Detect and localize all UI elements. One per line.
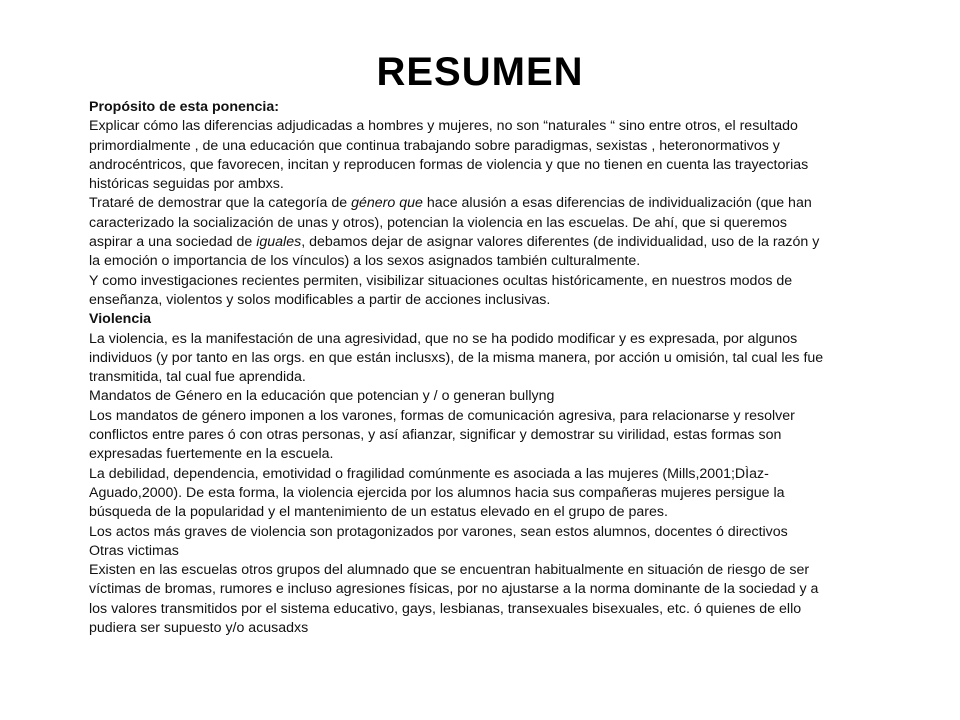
paragraph-violence-definition: La violencia, es la manifestación de una agresividad, que no se ha podido modificar y es expresada, por algunos individuos (y por tanto en las orgs. en que están inclusxs), de la misma manera, por acción u omisión, tal cual les fue transmitida, tal cual fue aprendida. [89,330,824,386]
paragraph-gender-mandates-title: Mandatos de Género en la educación que potencian y / o generan bullyng [89,388,555,405]
paragraph-gender-mandates: Los mandatos de género imponen a los varones, formas de comunicación agresiva, para relacionarse y resolver conflictos entre pares ó con otras personas, y así afianzar, significar y demostrar su virilidad, estas formas son expresadas fuertemente en la escuela. [89,407,795,463]
paragraph-gender-category-part-c: , debamos dejar de asignar valores diferentes (de individualidad, uso de la razón y la emoción o importancia de los vínculos) a los sexos asignados también culturalmente. [89,234,820,270]
paragraph-serious-acts: Los actos más graves de violencia son protagonizados por varones, sean estos alumnos, docentes ó directivos [89,523,788,540]
paragraph-research: Y como investigaciones recientes permiten, visibilizar situaciones ocultas históricamente, en nuestros modos de enseñanza, violentos y solos modificables a partir de acciones inclusivas. [89,272,793,308]
paragraph-other-victims: Existen en las escuelas otros grupos del alumnado que se encuentran habitualmente en situación de riesgo de ser víctimas de bromas, rumores e incluso agresiones físicas, por no ajustarse a la norma dominante de la sociedad y a los valores transmitidos por el sistema educativo, gays, lesbianas, transexuales bisexuales, etc. ó quienes de ello pudiera ser supuesto y/o acusadxs [89,562,819,637]
violence-heading: Violencia [89,311,152,328]
paragraph-weakness: La debilidad, dependencia, emotividad o fragilidad comúnmente es asociada a las mujeres (Mills,2001;DÌaz-Aguado,2000). De esta forma, la violencia ejercida por los alumnos hacia sus compañeras mujeres persigue la búsqueda de la popularidad y el mantenimiento de un estatus elevado en el grupo de pares. [89,465,785,521]
paragraph-other-victims-title: Otras victimas [89,542,179,559]
paragraph-gender-category-part-a: Trataré de demostrar que la categoría de [89,195,352,212]
paragraph-purpose: Explicar cómo las diferencias adjudicadas a hombres y mujeres, no son “naturales “ sino entre otros, el resultado primordialmente , de una educación que continua trabajando sobre paradigmas, sexistas , heteronormativos y androcéntricos, que favorecen, incitan y reproducen formas de violencia y que no tienen en cuenta las trayectorias históricas seguidas por ambxs. [89,118,809,193]
slide-body [89,98,831,638]
paragraph-gender-category [89,194,831,271]
slide-title: RESUMEN [376,50,584,94]
equals-term-emphasis: iguales [256,234,302,251]
gender-term-emphasis: género que [351,195,423,212]
paragraph-gender-category-part-b: hace alusión a esas diferencias de individualización (que han caracterizado la socialización de unas y otros), potencian la violencia en las escuelas. De ahí, que si queremos aspirar a una sociedad de [89,195,812,251]
purpose-heading: Propósito de esta ponencia: [89,99,279,115]
